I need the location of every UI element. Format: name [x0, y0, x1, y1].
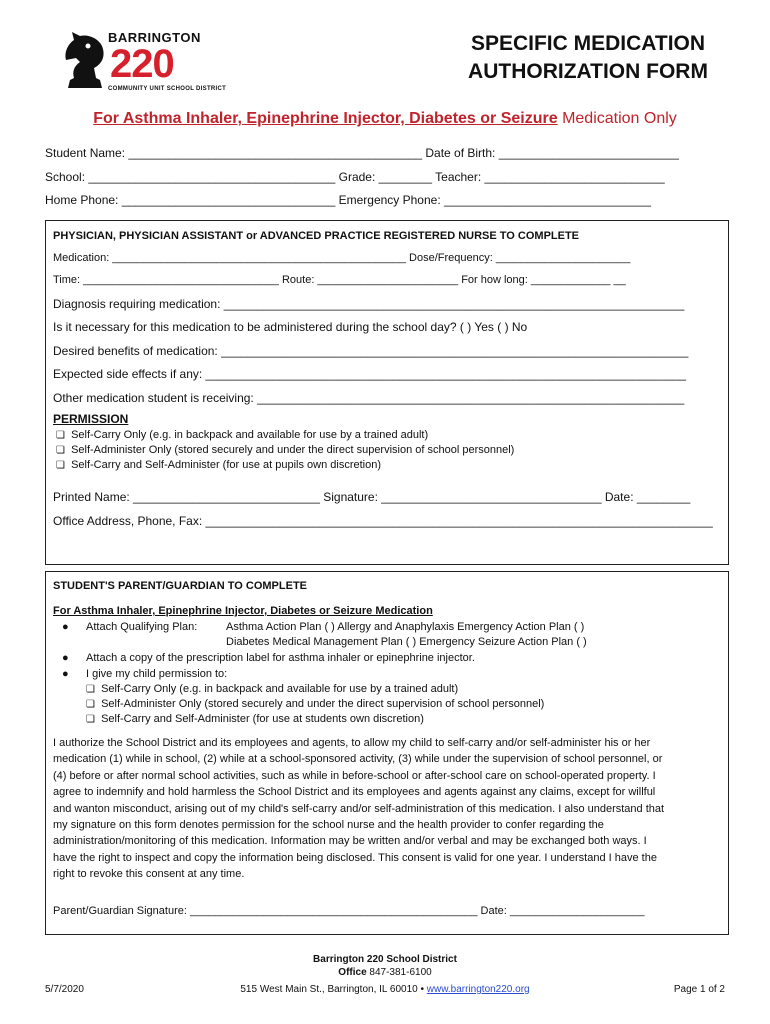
permission-text: Self-Carry and Self-Administer (for use at students own discretion): [101, 713, 424, 725]
plan-options-2[interactable]: Diabetes Medical Management Plan ( ) Emergency Seizure Action Plan ( ): [226, 636, 587, 648]
paragraph-line: my signature on this form denotes permission for the school nurse and the health provider to confer regarding the: [53, 819, 604, 832]
permission-option[interactable]: [56, 458, 514, 473]
permission-label: PERMISSION: [53, 412, 129, 426]
district-logo: [62, 30, 227, 98]
checkbox-icon[interactable]: ❏: [56, 430, 65, 441]
paragraph-line: medication (1) while in school, (2) while at a school-sponsored activity, (3) while under the supervision of school personnel, or: [53, 753, 663, 766]
parent-signature-field[interactable]: Parent/Guardian Signature: _______________________________________________ Date: ______________________: [53, 905, 645, 917]
subtitle-rest: Medication Only: [557, 110, 677, 127]
form-title: [453, 30, 723, 86]
logo-tagline: COMMUNITY UNIT SCHOOL DISTRICT: [108, 86, 227, 92]
checkbox-icon[interactable]: ❏: [86, 714, 95, 725]
phone-field[interactable]: Home Phone: ________________________________ Emergency Phone: _______________________________: [45, 193, 651, 207]
permission-option[interactable]: [86, 712, 544, 727]
footer-date: 5/7/2020: [45, 984, 84, 995]
time-route-field[interactable]: Time: ________________________________ Route: _______________________ For how long: _____________ __: [53, 274, 626, 286]
subtitle-bold: For Asthma Inhaler, Epinephrine Injector, Diabetes or Seizure: [93, 110, 558, 127]
permission-text: Self-Administer Only (stored securely and under the direct supervision of school personnel): [71, 444, 515, 456]
checkbox-icon[interactable]: ❏: [56, 445, 65, 456]
knight-icon: [62, 32, 108, 90]
website-link[interactable]: www.barrington220.org: [426, 984, 530, 995]
diagnosis-field[interactable]: Diagnosis requiring medication: _____________________________________________________________________: [53, 297, 685, 311]
title-line-1: SPECIFIC MEDICATION: [470, 32, 706, 55]
office-phone: 847-381-6100: [369, 967, 432, 978]
permission-option[interactable]: [56, 428, 514, 443]
page-number: Page 1 of 2: [673, 984, 725, 995]
authorization-paragraph: [53, 735, 723, 883]
paragraph-line: and wanton misconduct, arising out of my child's self-carry and/or self-administration of this medication. I also understand that: [53, 802, 665, 815]
office-address-field[interactable]: Office Address, Phone, Fax: ____________________________________________________________________________: [53, 514, 713, 528]
checkbox-icon[interactable]: ❏: [86, 684, 95, 695]
physician-section: [45, 220, 729, 565]
attach-plan-label: Attach Qualifying Plan:: [86, 621, 198, 633]
paragraph-line: have the right to inspect and copy the information being disclosed. This consent is valid for one year. I understand I have the: [53, 851, 657, 864]
office-label: Office: [338, 967, 367, 978]
benefits-field[interactable]: Desired benefits of medication: ______________________________________________________________________: [53, 344, 689, 358]
address-text: 515 West Main St., Barrington, IL 60010 •: [240, 984, 427, 995]
other-medication-field[interactable]: Other medication student is receiving: ________________________________________________________________: [53, 391, 685, 405]
footer-district: Barrington 220 School District: [313, 954, 457, 965]
printed-name-field[interactable]: Printed Name: ____________________________ Signature: _________________________________ Date: ________: [53, 490, 691, 504]
bullet-icon: ●: [62, 621, 69, 633]
paragraph-line: agree to indemnify and hold harmless the School District and its employees and agents against any claims, except for willful: [53, 786, 656, 799]
bullet-icon: ●: [62, 652, 69, 664]
footer-office: [0, 967, 770, 978]
necessary-question[interactable]: Is it necessary for this medication to be administered during the school day? ( ) Yes ( ) No: [53, 320, 528, 334]
physician-permission-list: [56, 428, 514, 473]
checkbox-icon[interactable]: ❏: [56, 460, 65, 471]
footer-address: [0, 984, 770, 995]
parent-subheader: For Asthma Inhaler, Epinephrine Injector, Diabetes or Seizure Medication: [53, 605, 433, 617]
parent-permission-list: [86, 682, 544, 727]
permission-text: Self-Carry and Self-Administer (for use at pupils own discretion): [71, 459, 382, 471]
permission-option[interactable]: [86, 682, 544, 697]
permission-text: Self-Carry Only (e.g. in backpack and available for use by a trained adult): [101, 683, 459, 695]
logo-wordmark: BARRINGTON: [108, 30, 201, 45]
title-line-2: AUTHORIZATION FORM: [468, 60, 708, 83]
checkbox-icon[interactable]: ❏: [86, 699, 95, 710]
physician-header: PHYSICIAN, PHYSICIAN ASSISTANT or ADVANCED PRACTICE REGISTERED NURSE TO COMPLETE: [53, 230, 580, 242]
parent-header: STUDENT'S PARENT/GUARDIAN TO COMPLETE: [53, 580, 307, 592]
permission-text: Self-Administer Only (stored securely and under the direct supervision of school personnel): [101, 698, 545, 710]
medication-field[interactable]: Medication: ________________________________________________ Dose/Frequency: ______________________: [53, 252, 631, 264]
paragraph-line: right to revoke this consent at any time.: [53, 868, 245, 881]
permission-option[interactable]: [86, 697, 544, 712]
permission-option[interactable]: [56, 443, 514, 458]
parent-section: [45, 571, 729, 935]
paragraph-line: (4) before or after normal school activities, such as while in before-school or after-school care on school-operated property. I: [53, 769, 656, 782]
permission-text: Self-Carry Only (e.g. in backpack and available for use by a trained adult): [71, 429, 429, 441]
paragraph-line: I authorize the School District and its employees and agents, to allow my child to self-carry and/or self-administer his or her: [53, 737, 651, 749]
bullet-icon: ●: [62, 668, 69, 680]
school-field[interactable]: School: _____________________________________ Grade: ________ Teacher: ___________________________: [45, 170, 665, 184]
logo-number: 220: [110, 42, 174, 86]
side-effects-field[interactable]: Expected side effects if any: ________________________________________________________________________: [53, 367, 687, 381]
plan-options-1[interactable]: Asthma Action Plan ( ) Allergy and Anaphylaxis Emergency Action Plan ( ): [226, 621, 585, 633]
student-name-field[interactable]: Student Name: ____________________________________________ Date of Birth: ___________________________: [45, 146, 679, 160]
paragraph-line: administration/monitoring of this medication. Information may be written and/or verbal and may be exchanged both ways. I: [53, 835, 647, 848]
give-permission-text: I give my child permission to:: [86, 668, 228, 680]
form-subtitle: [0, 110, 770, 128]
attach-copy-text: Attach a copy of the prescription label for asthma inhaler or epinephrine injector.: [86, 652, 475, 664]
